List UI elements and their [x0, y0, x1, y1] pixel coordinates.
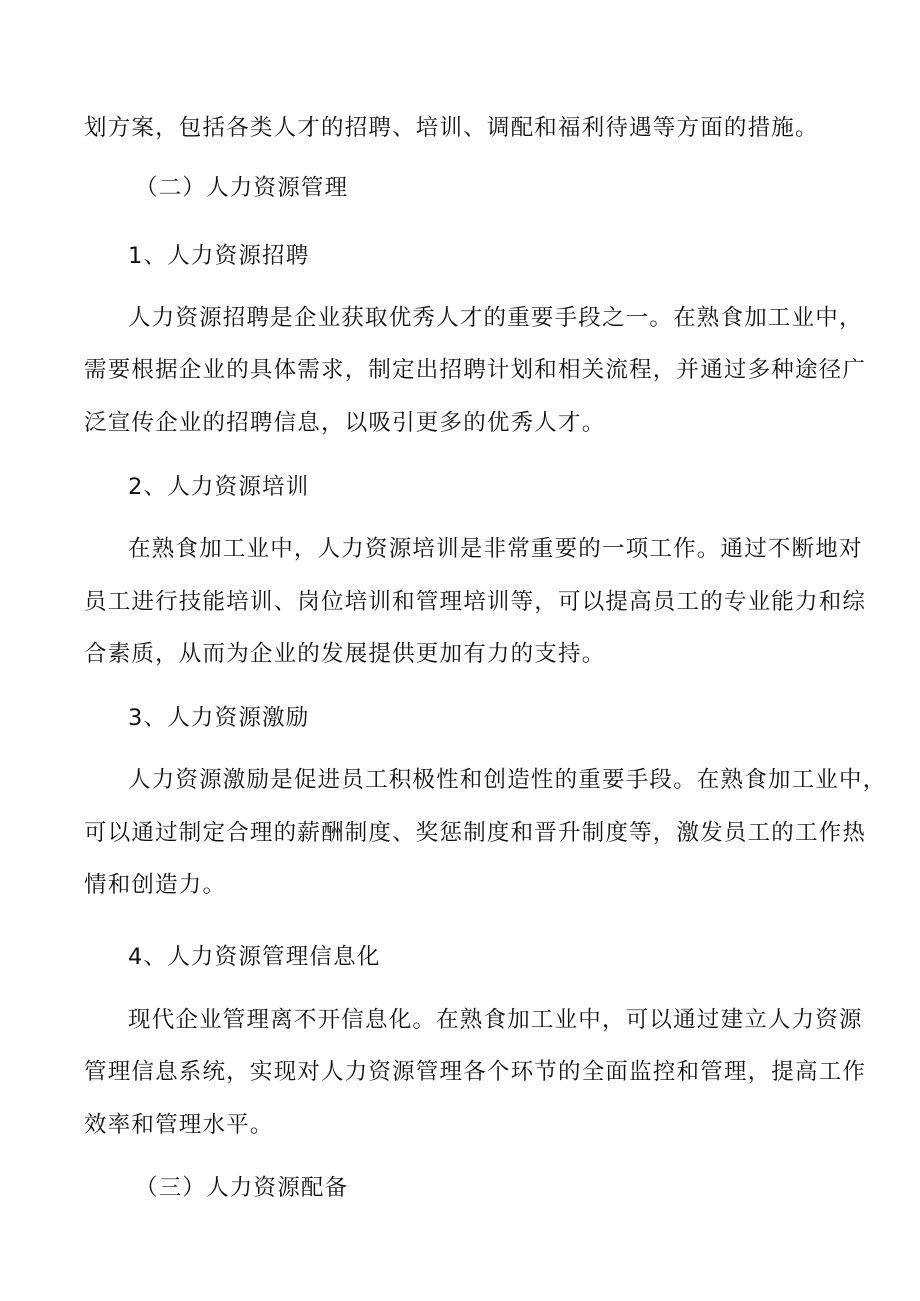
paragraph-line: 划方案，包括各类人才的招聘、培训、调配和福利待遇等方面的措施。: [84, 115, 819, 141]
paragraph-line: 人力资源激励是促进员工积极性和创造性的重要手段。在熟食加工业中，: [128, 767, 887, 793]
paragraph-line: 情和创造力。: [84, 872, 227, 898]
section-heading: （二）人力资源管理: [135, 175, 349, 201]
subsection-heading: 2、人力资源培训: [128, 474, 310, 500]
subsection-heading: 4、人力资源管理信息化: [128, 944, 381, 970]
paragraph-line: 管理信息系统，实现对人力资源管理各个环节的全面监控和管理，提高工作: [84, 1059, 867, 1085]
paragraph-line: 员工进行技能培训、岗位培训和管理培训等，可以提高员工的专业能力和综: [84, 589, 867, 615]
paragraph-line: 需要根据企业的具体需求，制定出招聘计划和相关流程，并通过多种途径广: [84, 357, 867, 383]
paragraph-line: 效率和管理水平。: [84, 1112, 274, 1138]
section-heading: （三）人力资源配备: [135, 1175, 349, 1201]
paragraph-line: 人力资源招聘是企业获取优秀人才的重要手段之一。在熟食加工业中，: [128, 305, 863, 331]
paragraph-line: 可以通过制定合理的薪酬制度、奖惩制度和晋升制度等，激发员工的工作热: [84, 820, 867, 846]
paragraph-line: 合素质，从而为企业的发展提供更加有力的支持。: [84, 641, 606, 667]
paragraph-line: 现代企业管理离不开信息化。在熟食加工业中，可以通过建立人力资源: [128, 1007, 863, 1033]
subsection-heading: 3、人力资源激励: [128, 705, 310, 731]
paragraph-line: 在熟食加工业中，人力资源培训是非常重要的一项工作。通过不断地对: [128, 536, 863, 562]
paragraph-line: 泛宣传企业的招聘信息，以吸引更多的优秀人才。: [84, 410, 606, 436]
subsection-heading: 1、人力资源招聘: [128, 243, 310, 269]
